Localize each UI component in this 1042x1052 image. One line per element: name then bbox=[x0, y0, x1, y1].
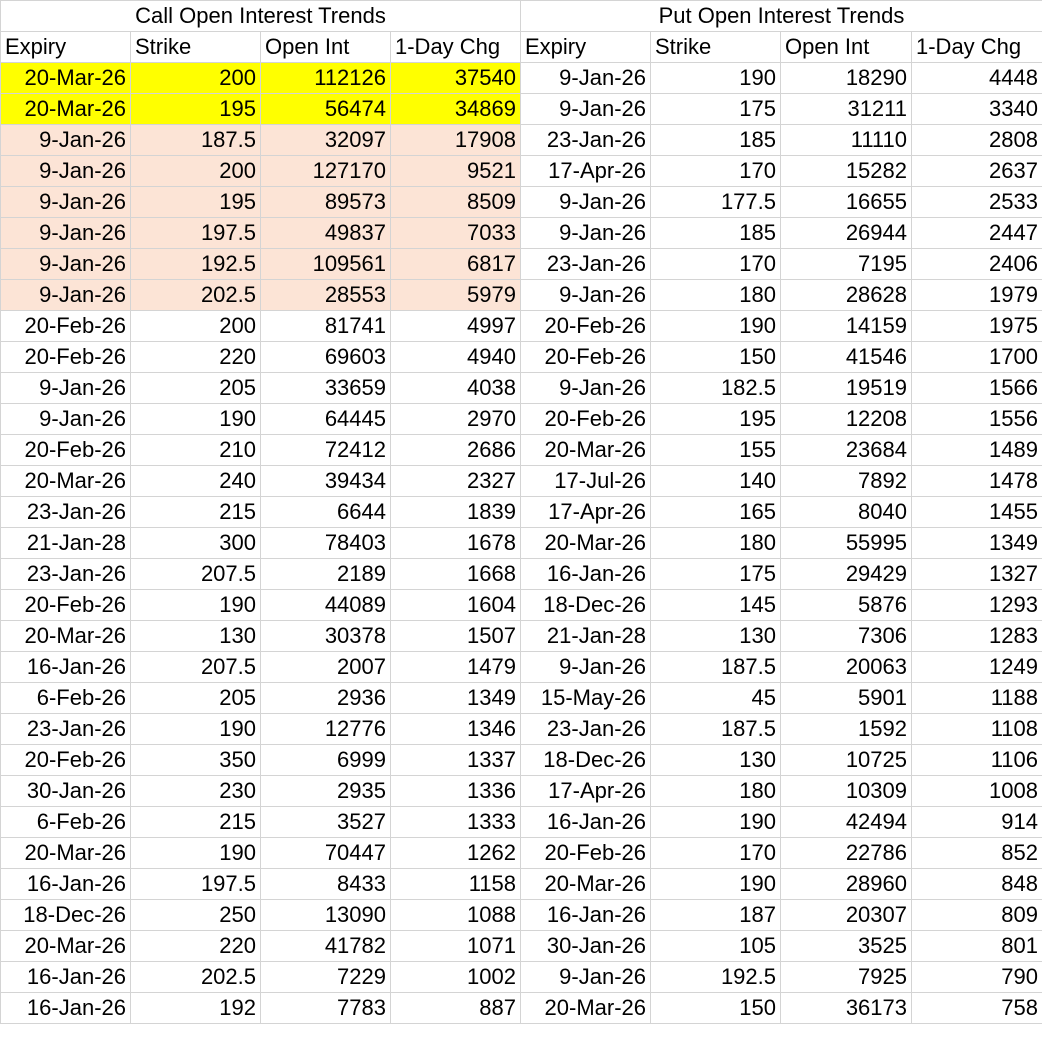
put-day-change-cell[interactable]: 1327 bbox=[912, 559, 1042, 590]
put-strike-cell[interactable]: 180 bbox=[651, 776, 781, 807]
put-strike-cell[interactable]: 190 bbox=[651, 63, 781, 94]
call-day-change-cell[interactable]: 1333 bbox=[391, 807, 521, 838]
put-day-change-cell[interactable]: 1489 bbox=[912, 435, 1042, 466]
call-day-change-cell[interactable]: 8509 bbox=[391, 187, 521, 218]
put-strike-cell[interactable]: 187.5 bbox=[651, 652, 781, 683]
call-strike-header[interactable]: Strike bbox=[131, 32, 261, 63]
put-open-int-cell[interactable]: 11110 bbox=[781, 125, 912, 156]
put-open-int-cell[interactable]: 16655 bbox=[781, 187, 912, 218]
call-day-change-cell[interactable]: 1507 bbox=[391, 621, 521, 652]
table-row bbox=[1, 745, 1042, 776]
put-day-change-cell[interactable]: 1975 bbox=[912, 311, 1042, 342]
call-strike-cell[interactable]: 192 bbox=[131, 993, 261, 1024]
put-open-int-cell[interactable]: 22786 bbox=[781, 838, 912, 869]
put-open-int-cell[interactable]: 7925 bbox=[781, 962, 912, 993]
put-open-int-cell[interactable]: 5876 bbox=[781, 590, 912, 621]
call-expiry-cell[interactable]: 20-Feb-26 bbox=[1, 311, 131, 342]
put-expiry-cell[interactable]: 15-May-26 bbox=[521, 683, 651, 714]
call-open-int-cell[interactable]: 2936 bbox=[261, 683, 391, 714]
table-row bbox=[1, 466, 1042, 497]
call-open-int-cell[interactable]: 109561 bbox=[261, 249, 391, 280]
call-expiry-cell[interactable]: 20-Mar-26 bbox=[1, 931, 131, 962]
put-expiry-cell[interactable]: 16-Jan-26 bbox=[521, 559, 651, 590]
call-strike-cell[interactable]: 200 bbox=[131, 63, 261, 94]
table-row bbox=[1, 900, 1042, 931]
call-strike-cell[interactable]: 190 bbox=[131, 590, 261, 621]
put-day-change-cell[interactable]: 801 bbox=[912, 931, 1042, 962]
put-day-change-cell[interactable]: 2406 bbox=[912, 249, 1042, 280]
table-row bbox=[1, 218, 1042, 249]
title-row bbox=[1, 1, 1042, 32]
put-expiry-cell[interactable]: 20-Mar-26 bbox=[521, 993, 651, 1024]
call-expiry-cell[interactable]: 6-Feb-26 bbox=[1, 683, 131, 714]
put-day-change-cell[interactable]: 2808 bbox=[912, 125, 1042, 156]
call-open-int-cell[interactable]: 7783 bbox=[261, 993, 391, 1024]
put-expiry-cell[interactable]: 9-Jan-26 bbox=[521, 652, 651, 683]
call-day-change-cell[interactable]: 5979 bbox=[391, 280, 521, 311]
put-strike-cell[interactable]: 175 bbox=[651, 559, 781, 590]
put-expiry-cell[interactable]: 23-Jan-26 bbox=[521, 125, 651, 156]
call-expiry-cell[interactable]: 23-Jan-26 bbox=[1, 714, 131, 745]
call-day-change-cell[interactable]: 1336 bbox=[391, 776, 521, 807]
table-row bbox=[1, 342, 1042, 373]
call-section-title[interactable]: Call Open Interest Trends bbox=[1, 1, 521, 32]
put-open-int-cell[interactable]: 55995 bbox=[781, 528, 912, 559]
table-row bbox=[1, 435, 1042, 466]
put-expiry-cell[interactable]: 9-Jan-26 bbox=[521, 63, 651, 94]
call-open-int-cell[interactable]: 13090 bbox=[261, 900, 391, 931]
table-row bbox=[1, 652, 1042, 683]
put-day-change-cell[interactable]: 2447 bbox=[912, 218, 1042, 249]
call-day-change-cell[interactable]: 1262 bbox=[391, 838, 521, 869]
put-section-title[interactable]: Put Open Interest Trends bbox=[521, 1, 1042, 32]
call-day-change-cell[interactable]: 34869 bbox=[391, 94, 521, 125]
put-strike-cell[interactable]: 195 bbox=[651, 404, 781, 435]
put-day-change-cell[interactable]: 1188 bbox=[912, 683, 1042, 714]
put-strike-cell[interactable]: 165 bbox=[651, 497, 781, 528]
call-expiry-cell[interactable]: 20-Feb-26 bbox=[1, 745, 131, 776]
put-strike-cell[interactable]: 190 bbox=[651, 311, 781, 342]
put-day-change-cell[interactable]: 1455 bbox=[912, 497, 1042, 528]
table-row bbox=[1, 590, 1042, 621]
put-day-change-cell[interactable]: 852 bbox=[912, 838, 1042, 869]
put-strike-cell[interactable]: 130 bbox=[651, 745, 781, 776]
put-open-int-cell[interactable]: 36173 bbox=[781, 993, 912, 1024]
call-expiry-cell[interactable]: 20-Mar-26 bbox=[1, 63, 131, 94]
call-open-int-cell[interactable]: 89573 bbox=[261, 187, 391, 218]
call-strike-cell[interactable]: 190 bbox=[131, 404, 261, 435]
call-expiry-cell[interactable]: 23-Jan-26 bbox=[1, 497, 131, 528]
put-open-int-cell[interactable]: 10725 bbox=[781, 745, 912, 776]
call-open-int-cell[interactable]: 56474 bbox=[261, 94, 391, 125]
call-strike-cell[interactable]: 192.5 bbox=[131, 249, 261, 280]
put-expiry-cell[interactable]: 9-Jan-26 bbox=[521, 218, 651, 249]
put-expiry-cell[interactable]: 20-Feb-26 bbox=[521, 342, 651, 373]
put-strike-cell[interactable]: 187 bbox=[651, 900, 781, 931]
table-row bbox=[1, 776, 1042, 807]
put-expiry-cell[interactable]: 9-Jan-26 bbox=[521, 94, 651, 125]
call-open-int-cell[interactable]: 49837 bbox=[261, 218, 391, 249]
call-open-int-cell[interactable]: 39434 bbox=[261, 466, 391, 497]
call-day-change-cell[interactable]: 1002 bbox=[391, 962, 521, 993]
call-open-int-header[interactable]: Open Int bbox=[261, 32, 391, 63]
put-expiry-header[interactable]: Expiry bbox=[521, 32, 651, 63]
put-strike-header[interactable]: Strike bbox=[651, 32, 781, 63]
put-expiry-cell[interactable]: 17-Apr-26 bbox=[521, 776, 651, 807]
call-day-change-cell[interactable]: 1158 bbox=[391, 869, 521, 900]
put-strike-cell[interactable]: 45 bbox=[651, 683, 781, 714]
put-strike-cell[interactable]: 185 bbox=[651, 218, 781, 249]
put-day-change-cell[interactable]: 758 bbox=[912, 993, 1042, 1024]
table-row bbox=[1, 125, 1042, 156]
put-expiry-cell[interactable]: 18-Dec-26 bbox=[521, 745, 651, 776]
put-day-change-header[interactable]: 1-Day Chg bbox=[912, 32, 1042, 63]
call-open-int-cell[interactable]: 28553 bbox=[261, 280, 391, 311]
put-strike-cell[interactable]: 145 bbox=[651, 590, 781, 621]
call-open-int-cell[interactable]: 70447 bbox=[261, 838, 391, 869]
put-open-int-cell[interactable]: 7892 bbox=[781, 466, 912, 497]
put-day-change-cell[interactable]: 2637 bbox=[912, 156, 1042, 187]
put-expiry-cell[interactable]: 20-Feb-26 bbox=[521, 311, 651, 342]
call-day-change-cell[interactable]: 4038 bbox=[391, 373, 521, 404]
put-open-int-cell[interactable]: 1592 bbox=[781, 714, 912, 745]
put-strike-cell[interactable]: 175 bbox=[651, 94, 781, 125]
table-row bbox=[1, 373, 1042, 404]
call-day-change-cell[interactable]: 1071 bbox=[391, 931, 521, 962]
put-expiry-cell[interactable]: 30-Jan-26 bbox=[521, 931, 651, 962]
put-open-int-cell[interactable]: 41546 bbox=[781, 342, 912, 373]
call-strike-cell[interactable]: 215 bbox=[131, 807, 261, 838]
call-strike-cell[interactable]: 240 bbox=[131, 466, 261, 497]
put-expiry-cell[interactable]: 23-Jan-26 bbox=[521, 249, 651, 280]
call-day-change-cell[interactable]: 6817 bbox=[391, 249, 521, 280]
put-strike-cell[interactable]: 150 bbox=[651, 993, 781, 1024]
put-open-int-cell[interactable]: 10309 bbox=[781, 776, 912, 807]
call-strike-cell[interactable]: 195 bbox=[131, 187, 261, 218]
put-open-int-cell[interactable]: 19519 bbox=[781, 373, 912, 404]
put-strike-cell[interactable]: 140 bbox=[651, 466, 781, 497]
call-strike-cell[interactable]: 190 bbox=[131, 714, 261, 745]
put-strike-cell[interactable]: 190 bbox=[651, 807, 781, 838]
put-day-change-cell[interactable]: 2533 bbox=[912, 187, 1042, 218]
call-expiry-cell[interactable]: 16-Jan-26 bbox=[1, 962, 131, 993]
call-strike-cell[interactable]: 202.5 bbox=[131, 280, 261, 311]
call-open-int-cell[interactable]: 6644 bbox=[261, 497, 391, 528]
call-strike-cell[interactable]: 207.5 bbox=[131, 652, 261, 683]
call-expiry-cell[interactable]: 9-Jan-26 bbox=[1, 280, 131, 311]
table-row bbox=[1, 838, 1042, 869]
put-day-change-cell[interactable]: 4448 bbox=[912, 63, 1042, 94]
put-open-int-cell[interactable]: 15282 bbox=[781, 156, 912, 187]
call-day-change-header[interactable]: 1-Day Chg bbox=[391, 32, 521, 63]
table-row bbox=[1, 156, 1042, 187]
put-day-change-cell[interactable]: 1106 bbox=[912, 745, 1042, 776]
call-expiry-cell[interactable]: 16-Jan-26 bbox=[1, 993, 131, 1024]
put-open-int-cell[interactable]: 28628 bbox=[781, 280, 912, 311]
call-strike-cell[interactable]: 202.5 bbox=[131, 962, 261, 993]
put-open-int-cell[interactable]: 42494 bbox=[781, 807, 912, 838]
call-open-int-cell[interactable]: 72412 bbox=[261, 435, 391, 466]
call-expiry-header[interactable]: Expiry bbox=[1, 32, 131, 63]
table-row bbox=[1, 962, 1042, 993]
call-strike-cell[interactable]: 207.5 bbox=[131, 559, 261, 590]
put-strike-cell[interactable]: 105 bbox=[651, 931, 781, 962]
call-open-int-cell[interactable]: 6999 bbox=[261, 745, 391, 776]
call-expiry-cell[interactable]: 9-Jan-26 bbox=[1, 125, 131, 156]
call-strike-cell[interactable]: 220 bbox=[131, 342, 261, 373]
call-expiry-cell[interactable]: 20-Feb-26 bbox=[1, 590, 131, 621]
table-row bbox=[1, 869, 1042, 900]
table-row bbox=[1, 714, 1042, 745]
put-open-int-cell[interactable]: 7195 bbox=[781, 249, 912, 280]
put-day-change-cell[interactable]: 1478 bbox=[912, 466, 1042, 497]
put-day-change-cell[interactable]: 914 bbox=[912, 807, 1042, 838]
table-row bbox=[1, 187, 1042, 218]
put-day-change-cell[interactable]: 1979 bbox=[912, 280, 1042, 311]
call-strike-cell[interactable]: 197.5 bbox=[131, 869, 261, 900]
call-day-change-cell[interactable]: 887 bbox=[391, 993, 521, 1024]
put-strike-cell[interactable]: 170 bbox=[651, 156, 781, 187]
call-open-int-cell[interactable]: 44089 bbox=[261, 590, 391, 621]
put-open-int-cell[interactable]: 5901 bbox=[781, 683, 912, 714]
put-day-change-cell[interactable]: 848 bbox=[912, 869, 1042, 900]
call-strike-cell[interactable]: 200 bbox=[131, 156, 261, 187]
call-strike-cell[interactable]: 197.5 bbox=[131, 218, 261, 249]
put-open-int-cell[interactable]: 18290 bbox=[781, 63, 912, 94]
put-open-int-cell[interactable]: 3525 bbox=[781, 931, 912, 962]
put-expiry-cell[interactable]: 20-Mar-26 bbox=[521, 528, 651, 559]
put-expiry-cell[interactable]: 18-Dec-26 bbox=[521, 590, 651, 621]
table-row bbox=[1, 280, 1042, 311]
call-strike-cell[interactable]: 215 bbox=[131, 497, 261, 528]
put-expiry-cell[interactable]: 21-Jan-28 bbox=[521, 621, 651, 652]
call-expiry-cell[interactable]: 23-Jan-26 bbox=[1, 559, 131, 590]
put-expiry-cell[interactable]: 17-Apr-26 bbox=[521, 156, 651, 187]
call-open-int-cell[interactable]: 32097 bbox=[261, 125, 391, 156]
table-row bbox=[1, 931, 1042, 962]
call-day-change-cell[interactable]: 1088 bbox=[391, 900, 521, 931]
put-open-int-cell[interactable]: 12208 bbox=[781, 404, 912, 435]
put-open-int-cell[interactable]: 29429 bbox=[781, 559, 912, 590]
put-strike-cell[interactable]: 170 bbox=[651, 838, 781, 869]
call-strike-cell[interactable]: 220 bbox=[131, 931, 261, 962]
call-strike-cell[interactable]: 205 bbox=[131, 683, 261, 714]
put-day-change-cell[interactable]: 809 bbox=[912, 900, 1042, 931]
put-expiry-cell[interactable]: 9-Jan-26 bbox=[521, 280, 651, 311]
call-open-int-cell[interactable]: 81741 bbox=[261, 311, 391, 342]
call-day-change-cell[interactable]: 2327 bbox=[391, 466, 521, 497]
table-row bbox=[1, 528, 1042, 559]
put-day-change-cell[interactable]: 1283 bbox=[912, 621, 1042, 652]
call-strike-cell[interactable]: 195 bbox=[131, 94, 261, 125]
call-day-change-cell[interactable]: 1678 bbox=[391, 528, 521, 559]
put-open-int-cell[interactable]: 8040 bbox=[781, 497, 912, 528]
table-body bbox=[1, 63, 1042, 1024]
put-strike-cell[interactable]: 185 bbox=[651, 125, 781, 156]
call-expiry-cell[interactable]: 9-Jan-26 bbox=[1, 156, 131, 187]
put-open-int-cell[interactable]: 26944 bbox=[781, 218, 912, 249]
put-expiry-cell[interactable]: 16-Jan-26 bbox=[521, 807, 651, 838]
put-open-int-header[interactable]: Open Int bbox=[781, 32, 912, 63]
call-strike-cell[interactable]: 205 bbox=[131, 373, 261, 404]
put-day-change-cell[interactable]: 1008 bbox=[912, 776, 1042, 807]
put-day-change-cell[interactable]: 1700 bbox=[912, 342, 1042, 373]
call-open-int-cell[interactable]: 12776 bbox=[261, 714, 391, 745]
put-expiry-cell[interactable]: 23-Jan-26 bbox=[521, 714, 651, 745]
call-expiry-cell[interactable]: 20-Mar-26 bbox=[1, 94, 131, 125]
put-expiry-cell[interactable]: 9-Jan-26 bbox=[521, 373, 651, 404]
table-row bbox=[1, 559, 1042, 590]
table-row bbox=[1, 621, 1042, 652]
put-day-change-cell[interactable]: 1293 bbox=[912, 590, 1042, 621]
header-row bbox=[1, 32, 1042, 63]
call-open-int-cell[interactable]: 7229 bbox=[261, 962, 391, 993]
call-open-int-cell[interactable]: 112126 bbox=[261, 63, 391, 94]
call-day-change-cell[interactable]: 1604 bbox=[391, 590, 521, 621]
call-open-int-cell[interactable]: 2935 bbox=[261, 776, 391, 807]
put-strike-cell[interactable]: 177.5 bbox=[651, 187, 781, 218]
call-day-change-cell[interactable]: 17908 bbox=[391, 125, 521, 156]
call-day-change-cell[interactable]: 4940 bbox=[391, 342, 521, 373]
call-expiry-cell[interactable]: 9-Jan-26 bbox=[1, 218, 131, 249]
call-expiry-cell[interactable]: 9-Jan-26 bbox=[1, 249, 131, 280]
call-expiry-cell[interactable]: 20-Mar-26 bbox=[1, 838, 131, 869]
call-expiry-cell[interactable]: 20-Mar-26 bbox=[1, 466, 131, 497]
put-strike-cell[interactable]: 182.5 bbox=[651, 373, 781, 404]
put-expiry-cell[interactable]: 9-Jan-26 bbox=[521, 962, 651, 993]
put-day-change-cell[interactable]: 1249 bbox=[912, 652, 1042, 683]
table-row bbox=[1, 249, 1042, 280]
call-expiry-cell[interactable]: 16-Jan-26 bbox=[1, 869, 131, 900]
call-expiry-cell[interactable]: 6-Feb-26 bbox=[1, 807, 131, 838]
call-day-change-cell[interactable]: 2970 bbox=[391, 404, 521, 435]
put-strike-cell[interactable]: 170 bbox=[651, 249, 781, 280]
table-row bbox=[1, 993, 1042, 1024]
call-open-int-cell[interactable]: 64445 bbox=[261, 404, 391, 435]
call-day-change-cell[interactable]: 9521 bbox=[391, 156, 521, 187]
call-open-int-cell[interactable]: 30378 bbox=[261, 621, 391, 652]
put-strike-cell[interactable]: 150 bbox=[651, 342, 781, 373]
call-open-int-cell[interactable]: 8433 bbox=[261, 869, 391, 900]
put-expiry-cell[interactable]: 20-Mar-26 bbox=[521, 869, 651, 900]
put-strike-cell[interactable]: 192.5 bbox=[651, 962, 781, 993]
table-row bbox=[1, 311, 1042, 342]
call-day-change-cell[interactable]: 1479 bbox=[391, 652, 521, 683]
put-day-change-cell[interactable]: 1349 bbox=[912, 528, 1042, 559]
put-strike-cell[interactable]: 190 bbox=[651, 869, 781, 900]
call-expiry-cell[interactable]: 9-Jan-26 bbox=[1, 373, 131, 404]
call-expiry-cell[interactable]: 9-Jan-26 bbox=[1, 404, 131, 435]
call-strike-cell[interactable]: 230 bbox=[131, 776, 261, 807]
call-open-int-cell[interactable]: 69603 bbox=[261, 342, 391, 373]
call-strike-cell[interactable]: 250 bbox=[131, 900, 261, 931]
put-expiry-cell[interactable]: 16-Jan-26 bbox=[521, 900, 651, 931]
call-open-int-cell[interactable]: 41782 bbox=[261, 931, 391, 962]
put-day-change-cell[interactable]: 1556 bbox=[912, 404, 1042, 435]
call-expiry-cell[interactable]: 20-Mar-26 bbox=[1, 621, 131, 652]
put-day-change-cell[interactable]: 790 bbox=[912, 962, 1042, 993]
call-day-change-cell[interactable]: 1346 bbox=[391, 714, 521, 745]
put-open-int-cell[interactable]: 14159 bbox=[781, 311, 912, 342]
call-day-change-cell[interactable]: 4997 bbox=[391, 311, 521, 342]
call-day-change-cell[interactable]: 2686 bbox=[391, 435, 521, 466]
call-day-change-cell[interactable]: 1337 bbox=[391, 745, 521, 776]
call-day-change-cell[interactable]: 1839 bbox=[391, 497, 521, 528]
call-open-int-cell[interactable]: 3527 bbox=[261, 807, 391, 838]
table-row bbox=[1, 683, 1042, 714]
put-strike-cell[interactable]: 180 bbox=[651, 528, 781, 559]
call-expiry-cell[interactable]: 18-Dec-26 bbox=[1, 900, 131, 931]
call-strike-cell[interactable]: 200 bbox=[131, 311, 261, 342]
call-open-int-cell[interactable]: 2007 bbox=[261, 652, 391, 683]
put-strike-cell[interactable]: 187.5 bbox=[651, 714, 781, 745]
table-row bbox=[1, 63, 1042, 94]
call-strike-cell[interactable]: 300 bbox=[131, 528, 261, 559]
call-expiry-cell[interactable]: 20-Feb-26 bbox=[1, 342, 131, 373]
call-open-int-cell[interactable]: 2189 bbox=[261, 559, 391, 590]
put-expiry-cell[interactable]: 9-Jan-26 bbox=[521, 187, 651, 218]
table-row bbox=[1, 94, 1042, 125]
put-open-int-cell[interactable]: 28960 bbox=[781, 869, 912, 900]
call-expiry-cell[interactable]: 30-Jan-26 bbox=[1, 776, 131, 807]
table-row bbox=[1, 807, 1042, 838]
put-day-change-cell[interactable]: 1566 bbox=[912, 373, 1042, 404]
call-strike-cell[interactable]: 130 bbox=[131, 621, 261, 652]
put-expiry-cell[interactable]: 20-Feb-26 bbox=[521, 838, 651, 869]
put-open-int-cell[interactable]: 20063 bbox=[781, 652, 912, 683]
call-day-change-cell[interactable]: 1349 bbox=[391, 683, 521, 714]
call-day-change-cell[interactable]: 7033 bbox=[391, 218, 521, 249]
call-strike-cell[interactable]: 187.5 bbox=[131, 125, 261, 156]
put-expiry-cell[interactable]: 20-Mar-26 bbox=[521, 435, 651, 466]
put-day-change-cell[interactable]: 1108 bbox=[912, 714, 1042, 745]
call-expiry-cell[interactable]: 21-Jan-28 bbox=[1, 528, 131, 559]
call-open-int-cell[interactable]: 33659 bbox=[261, 373, 391, 404]
call-strike-cell[interactable]: 350 bbox=[131, 745, 261, 776]
put-open-int-cell[interactable]: 7306 bbox=[781, 621, 912, 652]
call-expiry-cell[interactable]: 20-Feb-26 bbox=[1, 435, 131, 466]
put-open-int-cell[interactable]: 20307 bbox=[781, 900, 912, 931]
table-row bbox=[1, 404, 1042, 435]
put-expiry-cell[interactable]: 20-Feb-26 bbox=[521, 404, 651, 435]
put-strike-cell[interactable]: 180 bbox=[651, 280, 781, 311]
call-strike-cell[interactable]: 210 bbox=[131, 435, 261, 466]
call-day-change-cell[interactable]: 37540 bbox=[391, 63, 521, 94]
put-expiry-cell[interactable]: 17-Apr-26 bbox=[521, 497, 651, 528]
call-strike-cell[interactable]: 190 bbox=[131, 838, 261, 869]
put-expiry-cell[interactable]: 17-Jul-26 bbox=[521, 466, 651, 497]
put-strike-cell[interactable]: 130 bbox=[651, 621, 781, 652]
call-day-change-cell[interactable]: 1668 bbox=[391, 559, 521, 590]
call-open-int-cell[interactable]: 127170 bbox=[261, 156, 391, 187]
put-day-change-cell[interactable]: 3340 bbox=[912, 94, 1042, 125]
put-open-int-cell[interactable]: 31211 bbox=[781, 94, 912, 125]
call-expiry-cell[interactable]: 9-Jan-26 bbox=[1, 187, 131, 218]
table-row bbox=[1, 497, 1042, 528]
put-open-int-cell[interactable]: 23684 bbox=[781, 435, 912, 466]
call-expiry-cell[interactable]: 16-Jan-26 bbox=[1, 652, 131, 683]
put-strike-cell[interactable]: 155 bbox=[651, 435, 781, 466]
call-open-int-cell[interactable]: 78403 bbox=[261, 528, 391, 559]
